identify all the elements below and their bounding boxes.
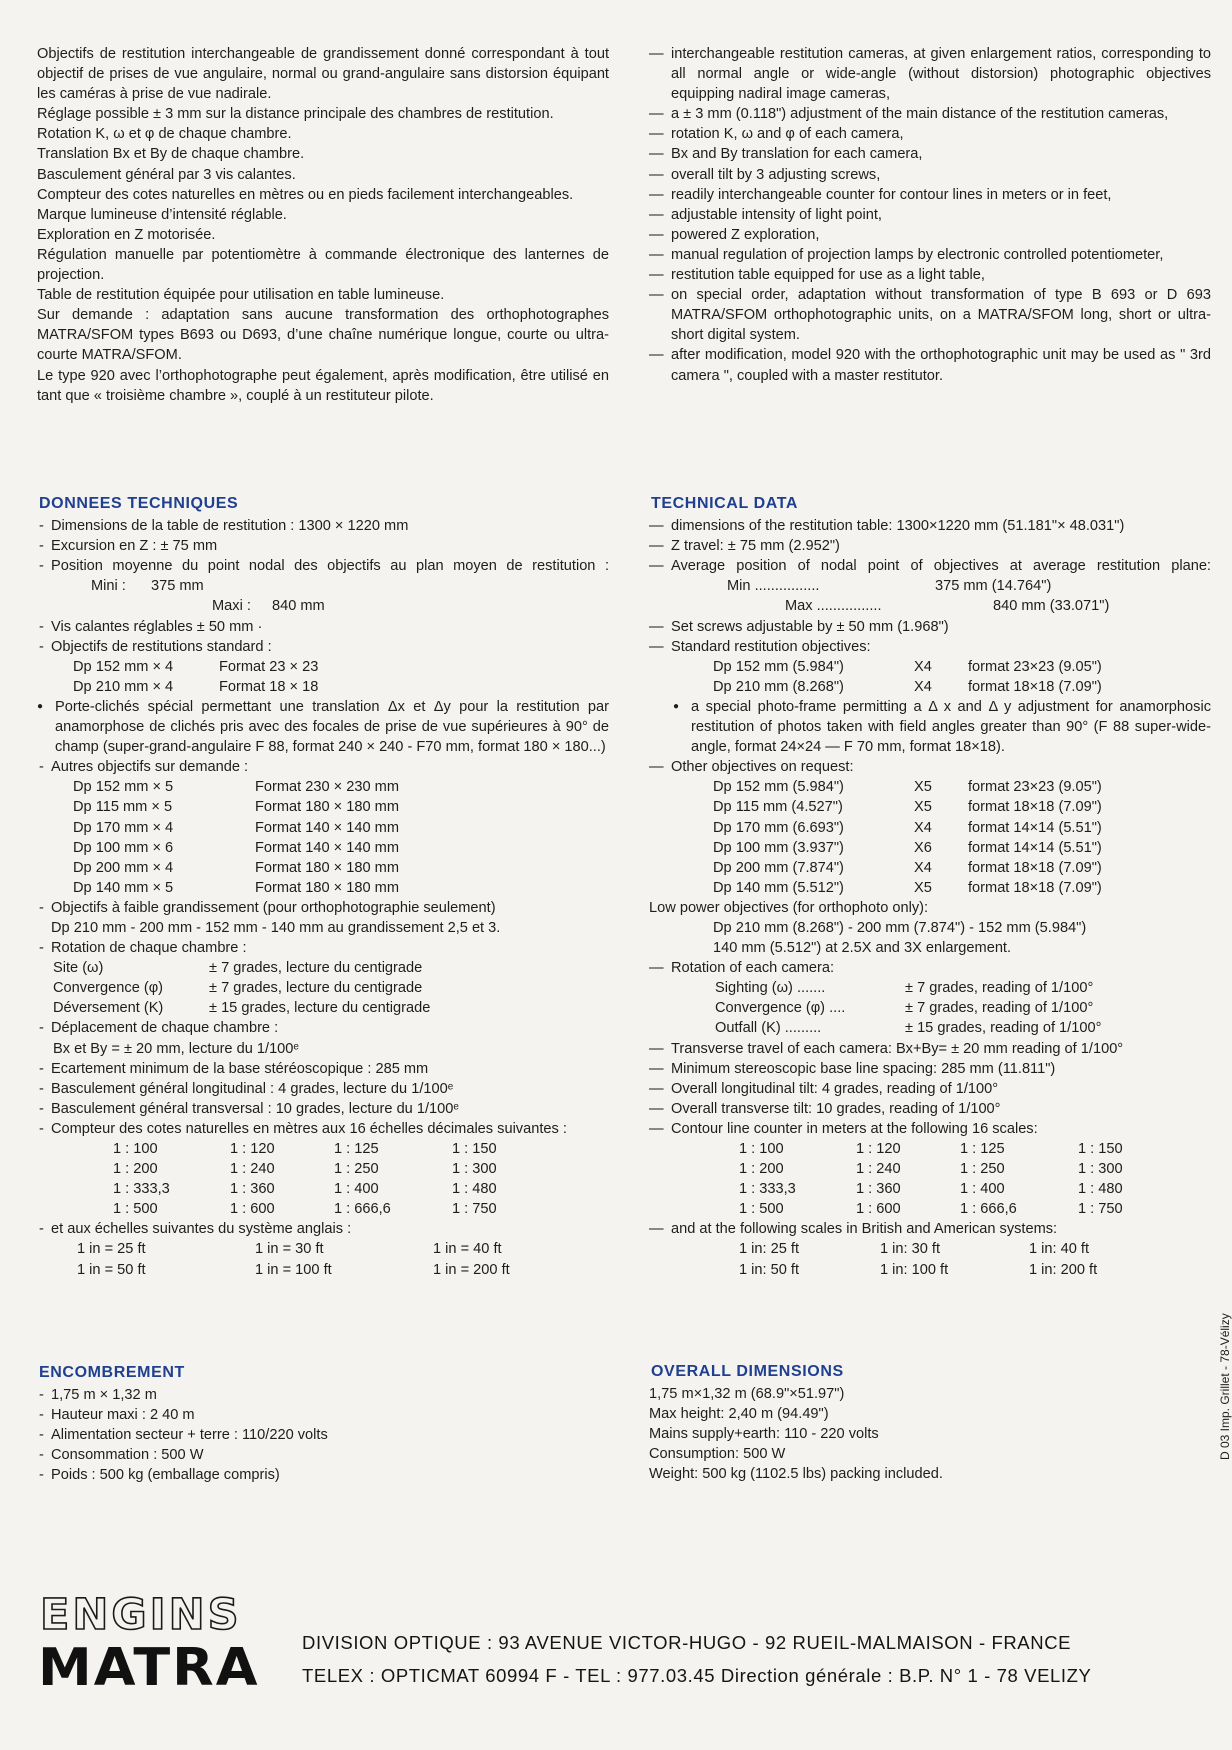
fr-other-lens: Dp 115 mm × 5 xyxy=(73,799,173,816)
en-rot-label: Outfall (K) ......... xyxy=(715,1020,822,1037)
en-scale: 1 : 100 xyxy=(739,1141,784,1157)
en-technical-heading: TECHNICAL DATA xyxy=(651,495,799,512)
fr-intro-p: Compteur des cotes naturelles en mètres ou en pieds facilement interchangeables. xyxy=(37,186,574,203)
fr-eng-scale-grid xyxy=(37,1239,609,1279)
en-intro-item: — manual regulation of projection lamps by electronic controlled potentiometer, xyxy=(649,245,1211,265)
en-other-format: format 18×18 (7.09") xyxy=(968,799,1102,816)
en-intro-item: — overall tilt by 3 adjusting screws, xyxy=(649,165,1211,185)
fr-dim-item: - Poids : 500 kg (emballage compris) xyxy=(37,1465,609,1485)
fr-technical-section xyxy=(37,494,609,1280)
en-other-row xyxy=(649,818,1211,838)
en-rot-row xyxy=(649,998,1211,1018)
en-rot-value: ± 7 grades, reading of 1/100° xyxy=(905,1000,1094,1017)
en-dim-item: Consumption: 500 W xyxy=(649,1446,786,1463)
fr-other-lens: Dp 152 mm × 5 xyxy=(73,779,174,796)
en-eng-scale: 1 in: 50 ft xyxy=(739,1261,800,1278)
fr-intro-p: Régulation manuelle par potentiomètre à commande électronique des lanternes de projection. xyxy=(37,246,609,284)
en-rot-row xyxy=(649,978,1211,998)
en-tech-item: ● a special photo-frame permitting a Δ x and Δ y adjustment for anamorphosic restitution of photos taken with field angles greater than 90° (F 88 super-wide-angle, format 24×24 — F 70 mm, format 18×18). xyxy=(673,697,1211,757)
en-eng-scale: 1 in: 40 ft xyxy=(1029,1241,1090,1258)
en-std-lens: Dp 210 mm (8.268") xyxy=(713,678,844,695)
fr-dim-item: - 1,75 m × 1,32 m xyxy=(37,1385,609,1405)
fr-intro-p: Exploration en Z motorisée. xyxy=(37,226,216,243)
fr-tech-item: - Basculement général longitudinal : 4 grades, lecture du 1/100ᵉ xyxy=(37,1079,609,1099)
fr-scale: 1 : 300 xyxy=(452,1161,497,1178)
en-other-format: format 14×14 (5.51") xyxy=(968,819,1102,836)
en-intro-item: — after modification, model 920 with the orthophotographic unit may be used as " 3rd camera ", coupled with a master restitutor. xyxy=(649,345,1211,385)
fr-tech-item: - Dimensions de la table de restitution : 1300 × 1220 mm xyxy=(37,516,609,536)
fr-scale: 1 : 333,3 xyxy=(113,1181,170,1198)
fr-tech-item: - Objectifs à faible grandissement (pour orthophotographie seulement) xyxy=(37,898,609,918)
en-other-row xyxy=(649,878,1211,898)
en-max-label: Max ................ xyxy=(785,598,882,615)
fr-mini-value: 375 mm xyxy=(151,578,204,595)
fr-scale: 1 : 600 xyxy=(230,1201,275,1218)
en-scale: 1 : 125 xyxy=(960,1141,1005,1157)
fr-intro-p: Le type 920 avec l’orthophotographe peut également, après modification, être utilisé en tant que « troisième chambre », couplé à un restituteur pilote. xyxy=(37,367,609,404)
fr-rot-value: ± 7 grades, lecture du centigrade xyxy=(209,960,423,977)
en-scale: 1 : 500 xyxy=(739,1201,784,1218)
fr-tech-item: ● Porte-clichés spécial permettant une translation Δx et Δy pour la restitution par anamorphose de clichés pris avec des focales de prise de vue supérieures à 90° de champ (super-grand-angulaire F 88, format 240 × 240 - F70 mm, format 180 × 180...) xyxy=(37,697,609,757)
en-dim-item: Mains supply+earth: 110 - 220 volts xyxy=(649,1426,879,1443)
fr-other-lens: Dp 200 mm × 4 xyxy=(73,859,174,876)
fr-scale: 1 : 360 xyxy=(230,1181,275,1198)
en-scale: 1 : 400 xyxy=(960,1181,1005,1198)
en-other-mag: X5 xyxy=(914,779,932,796)
en-intro-item: — rotation K, ω and φ of each camera, xyxy=(649,124,1211,144)
en-intro-item: — powered Z exploration, xyxy=(649,225,1211,245)
fr-scale: 1 : 100 xyxy=(113,1141,158,1157)
fr-rot-value: ± 7 grades, lecture du centigrade xyxy=(209,980,423,997)
en-std-row xyxy=(649,677,1211,697)
fr-rot-label: Convergence (φ) xyxy=(53,980,164,997)
en-other-format: format 23×23 (9.05") xyxy=(968,779,1102,796)
en-scale: 1 : 600 xyxy=(856,1201,901,1218)
fr-other-row xyxy=(37,858,609,878)
en-scale-grid xyxy=(649,1139,1211,1219)
en-eng-scale: 1 in: 100 ft xyxy=(880,1261,949,1278)
en-other-row xyxy=(649,797,1211,817)
en-other-lens: Dp 170 mm (6.693") xyxy=(713,819,844,836)
fr-scale: 1 : 666,6 xyxy=(334,1201,391,1218)
en-tech-item: — Minimum stereoscopic base line spacing: 285 mm (11.811") xyxy=(649,1059,1211,1079)
fr-other-format: Format 180 × 180 mm xyxy=(255,859,399,876)
fr-dim-item: - Alimentation secteur + terre : 110/220 volts xyxy=(37,1425,609,1445)
en-technical-section xyxy=(649,494,1211,1280)
en-other-lens: Dp 100 mm (3.937") xyxy=(713,839,844,856)
fr-tech-item: - Vis calantes réglables ± 50 mm · xyxy=(37,617,609,637)
en-dimensions-heading: OVERALL DIMENSIONS xyxy=(651,1363,844,1380)
fr-rot-row xyxy=(37,958,609,978)
fr-dim-item: - Consommation : 500 W xyxy=(37,1445,609,1465)
en-tech-item: — Contour line counter in meters at the following 16 scales: xyxy=(649,1119,1211,1139)
en-scale: 1 : 480 xyxy=(1078,1181,1123,1198)
fr-std-row xyxy=(37,677,609,697)
en-std-mag: X4 xyxy=(914,678,932,695)
fr-other-row xyxy=(37,878,609,898)
fr-maxi-value: 840 mm xyxy=(272,598,325,615)
fr-intro-p: Marque lumineuse d’intensité réglable. xyxy=(37,206,287,223)
fr-eng-scale: 1 in = 25 ft xyxy=(77,1241,146,1258)
fr-rot-label: Site (ω) xyxy=(53,960,104,977)
fr-eng-scale: 1 in = 50 ft xyxy=(77,1261,146,1278)
en-tech-item: — Standard restitution objectives: xyxy=(649,637,1211,657)
en-intro-item: — on special order, adaptation without transformation of type B 693 or D 693 MATRA/SFOM orthophotographic units, on a MATRA/SFOM long, short or ultra-short digital system. xyxy=(649,285,1211,345)
fr-tech-item: - Basculement général transversal : 10 grades, lecture du 1/100ᵉ xyxy=(37,1099,609,1119)
en-scale: 1 : 200 xyxy=(739,1161,784,1178)
fr-scale: 1 : 150 xyxy=(452,1141,497,1157)
en-other-mag: X5 xyxy=(914,799,932,816)
en-std-lens: Dp 152 mm (5.984") xyxy=(713,658,844,675)
en-dim-item: Max height: 2,40 m (94.49") xyxy=(649,1406,829,1423)
en-intro-item: — readily interchangeable counter for contour lines in meters or in feet, xyxy=(649,185,1211,205)
en-tech-item: — Overall longitudinal tilt: 4 grades, reading of 1/100° xyxy=(649,1079,1211,1099)
en-dim-item: 1,75 m×1,32 m (68.9"×51.97") xyxy=(649,1386,845,1403)
en-scale: 1 : 120 xyxy=(856,1141,901,1157)
en-eng-scale-grid xyxy=(649,1239,1211,1279)
en-tech-item: 140 mm (5.512") at 2.5X and 3X enlargement. xyxy=(713,940,1012,957)
fr-intro-p: Translation Bx et By de chaque chambre. xyxy=(37,146,305,163)
fr-tech-item: - et aux échelles suivantes du système anglais : xyxy=(37,1219,609,1239)
en-intro-item: — a ± 3 mm (0.118") adjustment of the main distance of the restitution cameras, xyxy=(649,104,1211,124)
en-tech-item: — and at the following scales in British and American systems: xyxy=(649,1219,1211,1239)
fr-scale: 1 : 125 xyxy=(334,1141,379,1157)
fr-tech-item: - Ecartement minimum de la base stéréoscopique : 285 mm xyxy=(37,1059,609,1079)
en-eng-scale: 1 in: 200 ft xyxy=(1029,1261,1098,1278)
en-max-value: 840 mm (33.071") xyxy=(993,598,1110,615)
en-tech-item: — Set screws adjustable by ± 50 mm (1.968") xyxy=(649,617,1211,637)
en-min-value: 375 mm (14.764") xyxy=(935,578,1052,595)
fr-other-format: Format 180 × 180 mm xyxy=(255,879,399,896)
fr-scale: 1 : 500 xyxy=(113,1201,158,1218)
fr-other-format: Format 230 × 230 mm xyxy=(255,779,399,796)
fr-intro-p: Rotation K, ω et φ de chaque chambre. xyxy=(37,126,292,143)
en-other-mag: X6 xyxy=(914,839,932,856)
fr-intro-p: Table de restitution équipée pour utilisation en table lumineuse. xyxy=(37,287,445,304)
fr-std-format: Format 23 × 23 xyxy=(219,658,319,675)
fr-scale: 1 : 240 xyxy=(230,1161,275,1178)
fr-rot-label: Déversement (K) xyxy=(53,1000,164,1017)
fr-eng-scale: 1 in = 100 ft xyxy=(255,1261,332,1278)
fr-other-lens: Dp 140 mm × 5 xyxy=(73,879,174,896)
fr-tech-item: - Déplacement de chaque chambre : xyxy=(37,1018,609,1038)
en-eng-scale: 1 in: 25 ft xyxy=(739,1241,800,1258)
en-other-row xyxy=(649,858,1211,878)
fr-rot-row xyxy=(37,978,609,998)
en-other-format: format 18×18 (7.09") xyxy=(968,879,1102,896)
en-other-format: format 18×18 (7.09") xyxy=(968,859,1102,876)
fr-other-row xyxy=(37,838,609,858)
en-std-row xyxy=(649,657,1211,677)
logo-matra: MATRA xyxy=(38,1637,260,1698)
fr-dim-item: - Hauteur maxi : 2 40 m xyxy=(37,1405,609,1425)
en-intro-item: — restitution table equipped for use as a light table, xyxy=(649,265,1211,285)
fr-other-row xyxy=(37,777,609,797)
fr-scale-grid xyxy=(37,1139,609,1219)
fr-tech-item: - Objectifs de restitutions standard : xyxy=(37,637,609,657)
en-tech-item: — Z travel: ± 75 mm (2.952") xyxy=(649,536,1211,556)
logo-engins: ENGINS xyxy=(40,1590,242,1640)
en-intro xyxy=(649,44,1211,386)
fr-tech-item: - Rotation de chaque chambre : xyxy=(37,938,609,958)
en-scale: 1 : 666,6 xyxy=(960,1201,1017,1218)
en-max-row xyxy=(649,596,1211,616)
en-other-mag: X4 xyxy=(914,859,932,876)
fr-position-text: Position moyenne du point nodal des objectifs au plan moyen de restitution : xyxy=(51,558,609,575)
en-scale: 1 : 360 xyxy=(856,1181,901,1198)
fr-scale: 1 : 480 xyxy=(452,1181,497,1198)
fr-dimensions-heading: ENCOMBREMENT xyxy=(39,1364,185,1381)
en-scale: 1 : 750 xyxy=(1078,1201,1123,1218)
en-intro-item: — adjustable intensity of light point, xyxy=(649,205,1211,225)
en-other-mag: X4 xyxy=(914,819,932,836)
en-tech-item: — Other objectives on request: xyxy=(649,757,1211,777)
en-rot-label: Convergence (φ) .... xyxy=(715,1000,846,1017)
fr-other-lens: Dp 170 mm × 4 xyxy=(73,819,174,836)
fr-dimensions-section xyxy=(37,1363,609,1486)
fr-eng-scale: 1 in = 30 ft xyxy=(255,1241,324,1258)
en-rot-label: Sighting (ω) ....... xyxy=(715,980,826,997)
en-intro-item: — Bx and By translation for each camera, xyxy=(649,144,1211,164)
en-other-lens: Dp 200 mm (7.874") xyxy=(713,859,844,876)
fr-tech-item: Bx et By = ± 20 mm, lecture du 1/100ᵉ xyxy=(53,1040,299,1057)
fr-intro-p: Objectifs de restitution interchangeable de grandissement donné correspondant à tout objectif de prises de vue angulaire, normal ou grand-angulaire sans distorsion équipant les caméras à prise de vue nadirale. xyxy=(37,46,609,103)
fr-other-format: Format 180 × 180 mm xyxy=(255,799,399,816)
fr-tech-item: Dp 210 mm - 200 mm - 152 mm - 140 mm au grandissement 2,5 et 3. xyxy=(51,919,501,936)
en-dimensions-section xyxy=(649,1362,1211,1485)
en-std-format: format 18×18 (7.09") xyxy=(968,678,1102,695)
en-other-format: format 14×14 (5.51") xyxy=(968,839,1102,856)
fr-scale: 1 : 120 xyxy=(230,1141,275,1157)
en-intro-item: — interchangeable restitution cameras, at given enlargement ratios, corresponding to all normal angle or wide-angle (without distorsion) photographic objectives equipping nadiral image cameras, xyxy=(649,44,1211,104)
en-scale: 1 : 240 xyxy=(856,1161,901,1178)
en-dim-item: Weight: 500 kg (1102.5 lbs) packing included. xyxy=(649,1466,943,1483)
fr-intro-p: Basculement général par 3 vis calantes. xyxy=(37,166,296,183)
fr-scale: 1 : 400 xyxy=(334,1181,379,1198)
fr-tech-item xyxy=(37,556,609,596)
en-scale: 1 : 150 xyxy=(1078,1141,1123,1157)
fr-other-format: Format 140 × 140 mm xyxy=(255,819,399,836)
en-other-row xyxy=(649,777,1211,797)
footer-address: DIVISION OPTIQUE : 93 AVENUE VICTOR-HUGO - 92 RUEIL-MALMAISON - FRANCE xyxy=(302,1632,1072,1653)
en-tech-item: — Transverse travel of each camera: Bx+By= ± 20 mm reading of 1/100° xyxy=(649,1039,1141,1059)
en-avg-text: Average position of nodal point of objectives at average restitution plane: xyxy=(671,558,1211,575)
en-rot-value: ± 15 grades, reading of 1/100° xyxy=(905,1020,1102,1037)
en-tech-item: Low power objectives (for orthophoto only): xyxy=(649,899,929,916)
en-min-label: Min ................ xyxy=(727,578,820,595)
fr-other-row xyxy=(37,818,609,838)
en-scale: 1 : 333,3 xyxy=(739,1181,796,1198)
fr-rot-value: ± 15 grades, lecture du centigrade xyxy=(209,1000,431,1017)
fr-tech-item: - Excursion en Z : ± 75 mm xyxy=(37,536,609,556)
footer-contact: TELEX : OPTICMAT 60994 F - TEL : 977.03.45 Direction générale : B.P. N° 1 - 78 VELIZY xyxy=(302,1665,1092,1686)
en-scale: 1 : 300 xyxy=(1078,1161,1123,1178)
fr-other-row xyxy=(37,797,609,817)
en-tech-item: — dimensions of the restitution table: 1300×1220 mm (51.181"× 48.031") xyxy=(649,516,1211,536)
fr-std-lens: Dp 152 mm × 4 xyxy=(73,658,174,675)
fr-maxi-label: Maxi : xyxy=(212,598,251,615)
en-eng-scale: 1 in: 30 ft xyxy=(880,1241,941,1258)
en-tech-item: Dp 210 mm (8.268") - 200 mm (7.874") - 152 mm (5.984") xyxy=(713,919,1087,936)
fr-mini-label: Mini : xyxy=(91,578,126,595)
fr-rot-row xyxy=(37,998,609,1018)
fr-std-format: Format 18 × 18 xyxy=(219,678,319,695)
en-other-lens: Dp 140 mm (5.512") xyxy=(713,879,844,896)
fr-technical-heading: DONNEES TECHNIQUES xyxy=(39,495,239,512)
fr-other-lens: Dp 100 mm × 6 xyxy=(73,839,174,856)
fr-scale: 1 : 200 xyxy=(113,1161,158,1178)
fr-std-row xyxy=(37,657,609,677)
en-other-row xyxy=(649,838,1211,858)
en-other-lens: Dp 115 mm (4.527") xyxy=(713,799,843,816)
fr-eng-scale: 1 in = 40 ft xyxy=(433,1241,502,1258)
en-rot-value: ± 7 grades, reading of 1/100° xyxy=(905,980,1094,997)
fr-intro-p: Sur demande : adaptation sans aucune transformation des orthophotographes MATRA/SFOM types B693 ou D693, d’une chaîne numérique longue, courte ou ultra-courte MATRA/SFOM. xyxy=(37,307,609,364)
en-tech-item xyxy=(649,556,1211,596)
fr-intro-p: Réglage possible ± 3 mm sur la distance principale des chambres de restitution. xyxy=(37,106,554,123)
en-scale: 1 : 250 xyxy=(960,1161,1005,1178)
fr-tech-item: - Compteur des cotes naturelles en mètres aux 16 échelles décimales suivantes : xyxy=(37,1119,609,1139)
fr-maxi-row xyxy=(37,596,609,616)
en-tech-item: — Rotation of each camera: xyxy=(649,958,1211,978)
en-tech-item: — Overall transverse tilt: 10 grades, reading of 1/100° xyxy=(649,1099,1211,1119)
fr-other-format: Format 140 × 140 mm xyxy=(255,839,399,856)
fr-tech-item: - Autres objectifs sur demande : xyxy=(37,757,609,777)
fr-eng-scale: 1 in = 200 ft xyxy=(433,1261,510,1278)
fr-intro xyxy=(37,44,609,406)
en-other-mag: X5 xyxy=(914,879,932,896)
printer-imprint: D 03 Imp. Grillet - 78-Vélizy xyxy=(1218,1313,1232,1460)
fr-std-lens: Dp 210 mm × 4 xyxy=(73,678,174,695)
en-rot-row xyxy=(649,1018,1211,1038)
en-std-mag: X4 xyxy=(914,658,932,675)
en-other-lens: Dp 152 mm (5.984") xyxy=(713,779,844,796)
fr-scale: 1 : 750 xyxy=(452,1201,497,1218)
fr-scale: 1 : 250 xyxy=(334,1161,379,1178)
en-std-format: format 23×23 (9.05") xyxy=(968,658,1102,675)
